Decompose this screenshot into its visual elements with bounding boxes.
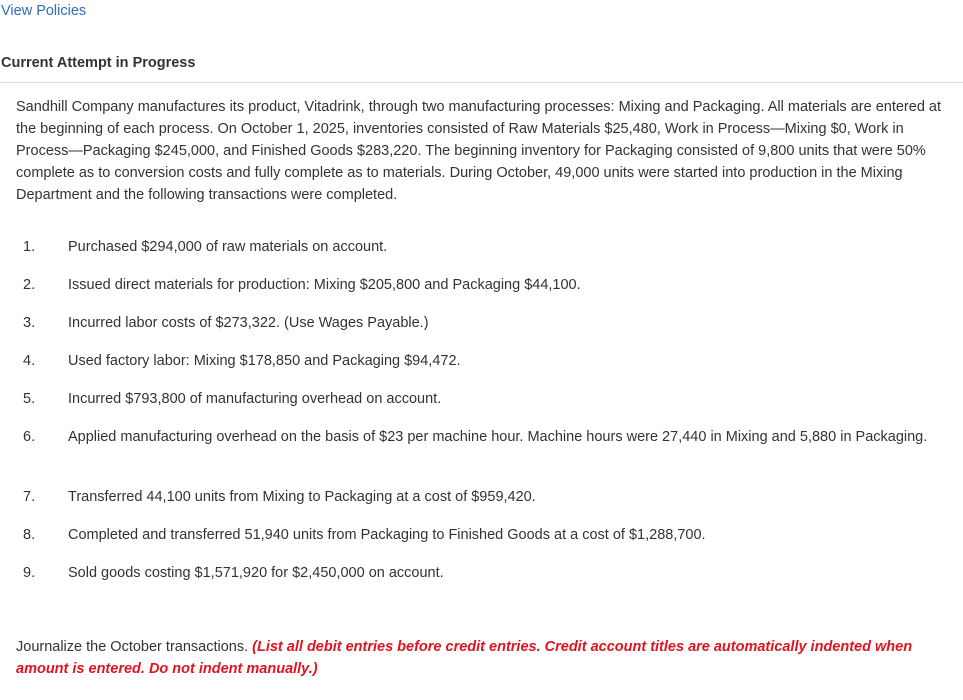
transaction-number: 5. [23,391,36,407]
transaction-text: Incurred labor costs of $273,322. (Use Wages Payable.) [68,315,429,331]
instruction-text: Journalize the October transactions. [16,639,253,655]
transaction-number: 1. [23,239,36,255]
instruction-emphasis: (List all debit entries before credit entries. Credit account titles are automatically indented when amount is entered. Do not indent manually.) [16,639,913,677]
transaction-number: 8. [23,527,36,543]
transaction-text: Used factory labor: Mixing $178,850 and Packaging $94,472. [68,353,461,369]
transaction-number: 3. [23,315,36,331]
transaction-text: Completed and transferred 51,940 units from Packaging to Finished Goods at a cost of $1,288,700. [68,527,706,543]
transaction-text: Issued direct materials for production: Mixing $205,800 and Packaging $44,100. [68,277,581,293]
transaction-text: Incurred $793,800 of manufacturing overhead on account. [68,391,442,407]
transaction-number: 4. [23,353,36,369]
attempt-heading: Current Attempt in Progress [1,55,196,71]
journalize-instructions [16,636,956,680]
transaction-number: 6. [23,429,36,445]
problem-intro: Sandhill Company manufactures its product, Vitadrink, through two manufacturing processes: Mixing and Packaging. All materials are entered at the beginning of each process. On October 1, 2025, inventories consisted of Raw Materials $25,480, Work in Process—Mixing $0, Work in Process—Packaging $245,000, and Finished Goods $283,220. The beginning inventory for Packaging consisted of 9,800 units that were 50% complete as to conversion costs and fully complete as to materials. During October, 49,000 units were started into production in the Mixing Department and the following transactions were completed. [16,99,941,203]
transaction-text: Sold goods costing $1,571,920 for $2,450,000 on account. [68,565,444,581]
section-divider [0,82,963,83]
transaction-number: 7. [23,489,36,505]
view-policies-link[interactable]: View Policies [1,3,87,19]
transaction-text: Applied manufacturing overhead on the basis of $23 per machine hour. Machine hours were 27,440 in Mixing and 5,880 in Packaging. [68,429,928,445]
transaction-number: 2. [23,277,36,293]
transaction-text: Purchased $294,000 of raw materials on account. [68,239,388,255]
transaction-number: 9. [23,565,36,581]
transaction-text: Transferred 44,100 units from Mixing to Packaging at a cost of $959,420. [68,489,536,505]
